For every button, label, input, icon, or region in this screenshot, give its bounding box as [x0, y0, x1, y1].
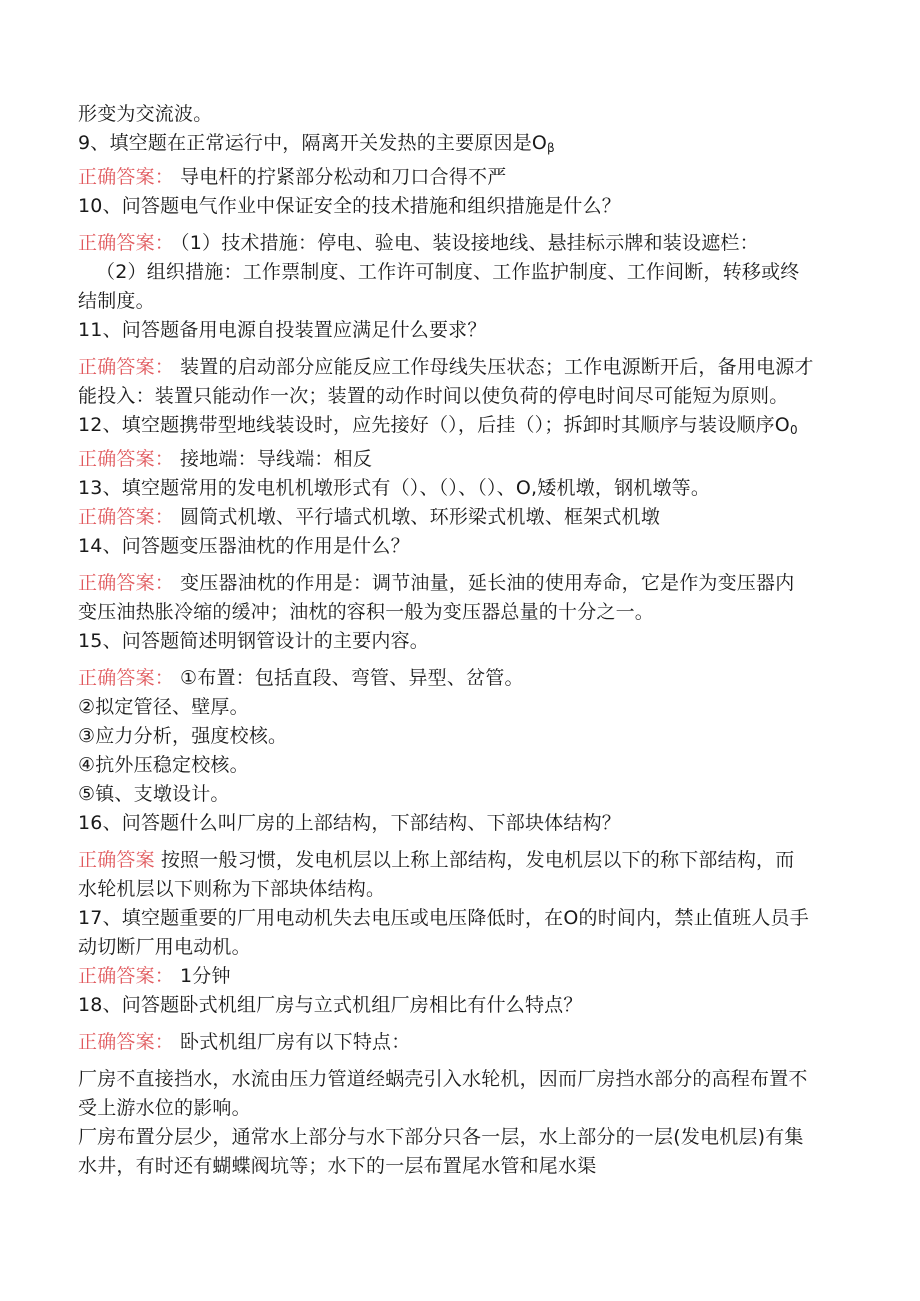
answer-label: 正确答案：: [78, 965, 175, 987]
answer-11-line: 能投入：装置只能动作一次；装置的动作时间以使负荷的停电时间尽可能短为原则。: [78, 385, 789, 407]
answer-16: [78, 846, 848, 875]
text-line: 形变为交流波。: [78, 103, 213, 125]
question-subscript: β: [547, 141, 555, 155]
question-12: [78, 411, 848, 445]
answer-18-line: 厂房布置分层少，通常水上部分与水下部分只各一层，水上部分的一层(发电机层)有集: [78, 1126, 804, 1148]
question-18: 18、问答题卧式机组厂房与立式机组厂房相比有什么特点？: [78, 994, 583, 1016]
answer-label: 正确答案：: [78, 506, 175, 528]
answer-label: 正确答案：: [78, 572, 175, 594]
question-9: [78, 129, 848, 163]
question-17-line: 动切断厂用电动机。: [78, 936, 251, 958]
answer-text: 卧式机组厂房有以下特点：: [180, 1031, 411, 1053]
answer-10: [78, 229, 848, 258]
answer-text: 变压器油枕的作用是：调节油量，延长油的使用寿命，它是作为变压器内: [180, 572, 795, 594]
question-11: 11、问答题备用电源自投装置应满足什么要求？: [78, 319, 487, 341]
answer-9: [78, 163, 848, 192]
answer-label: 正确答案：: [78, 232, 175, 254]
answer-15: [78, 664, 848, 693]
answer-12: [78, 445, 848, 474]
question-subscript: 0: [789, 423, 798, 437]
question-10: 10、问答题电气作业中保证安全的技术措施和组织措施是什么？: [78, 195, 621, 217]
answer-15-line: ③应力分析，强度校核。: [78, 725, 288, 747]
answer-16-line: 水轮机层以下则称为下部块体结构。: [78, 878, 386, 900]
answer-15-line: ⑤镇、支墩设计。: [78, 783, 230, 805]
answer-text: 导电杆的拧紧部分松动和刀口合得不严: [180, 166, 507, 188]
question-16: 16、问答题什么叫厂房的上部结构，下部结构、下部块体结构？: [78, 812, 621, 834]
answer-14-line: 变压油热胀冷缩的缓冲；油枕的容积一般为变压器总量的十分之一。: [78, 601, 655, 623]
answer-text: 1分钟: [180, 965, 231, 987]
answer-text: 装置的启动部分应能反应工作母线失压状态；工作电源断开后，备用电源才: [180, 356, 814, 378]
answer-18: [78, 1028, 848, 1057]
answer-11: [78, 353, 848, 382]
answer-label: 正确答案: [78, 849, 155, 871]
answer-18-line: 水井，有时还有蝴蝶阀坑等；水下的一层布置尾水管和尾水渠: [78, 1155, 597, 1177]
question-text: 9、填空题在正常运行中，隔离开关发热的主要原因是O: [78, 132, 548, 154]
question-15: 15、问答题简述明钢管设计的主要内容。: [78, 630, 429, 652]
question-17: 17、填空题重要的厂用电动机失去电压或电压降低时，在O的时间内，禁止值班人员手: [78, 907, 809, 929]
answer-text: （1）技术措施：停电、验电、装设接地线、悬挂标示牌和装设遮栏：: [180, 232, 759, 254]
document-page: [78, 100, 848, 1181]
answer-label: 正确答案：: [78, 1031, 175, 1053]
answer-17: [78, 962, 848, 991]
answer-15-line: ②拟定管径、壁厚。: [78, 696, 249, 718]
answer-text: 圆筒式机墩、平行墙式机墩、环形梁式机墩、框架式机墩: [180, 506, 661, 528]
answer-15-line: ④抗外压稳定校核。: [78, 754, 249, 776]
answer-14: [78, 569, 848, 598]
answer-label: 正确答案：: [78, 356, 175, 378]
question-13: 13、填空题常用的发电机机墩形式有（）、（）、（）、O,矮机墩，钢机墩等。: [78, 477, 711, 499]
answer-10-line: （2）组织措施：工作票制度、工作许可制度、工作监护制度、工作间断，转移或终: [96, 261, 800, 283]
answer-label: 正确答案：: [78, 667, 175, 689]
question-text: 12、填空题携带型地线装设时，应先接好（），后挂（）；拆卸时其顺序与装设顺序O: [78, 414, 790, 436]
answer-18-line: 受上游水位的影响。: [78, 1097, 251, 1119]
answer-label: 正确答案：: [78, 166, 175, 188]
answer-text: ①布置：包括直段、弯管、异型、岔管。: [180, 667, 524, 689]
answer-13: [78, 503, 848, 532]
question-14: 14、问答题变压器油枕的作用是什么？: [78, 535, 410, 557]
answer-text: 按照一般习惯，发电机层以上称上部结构，发电机层以下的称下部结构，而: [160, 849, 795, 871]
answer-10-line: 结制度。: [78, 290, 155, 312]
answer-18-line: 厂房不直接挡水，水流由压力管道经蜗壳引入水轮机，因而厂房挡水部分的高程布置不: [78, 1068, 808, 1090]
answer-label: 正确答案：: [78, 448, 175, 470]
answer-text: 接地端：导线端：相反: [180, 448, 373, 470]
